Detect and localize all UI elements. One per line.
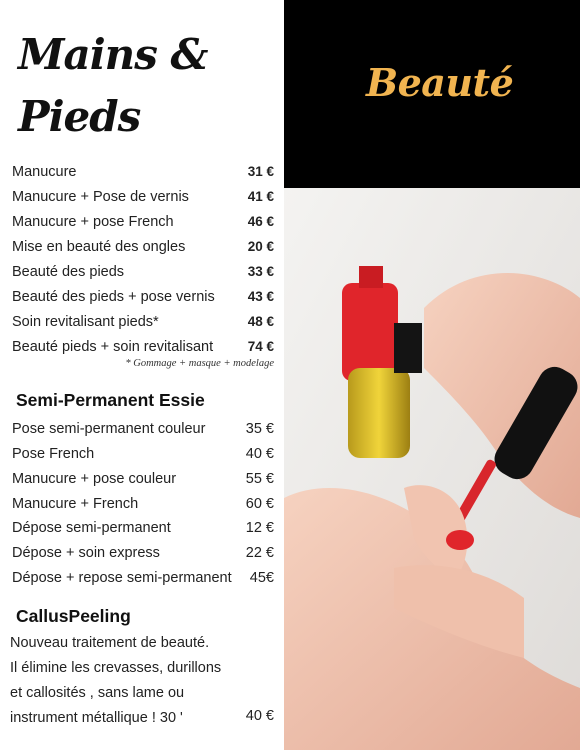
price-row (12, 187, 274, 207)
service-price: 74 € (247, 339, 274, 354)
footnote: * Gommage + masque + modelage (125, 358, 274, 369)
service-label: Manucure (12, 164, 77, 180)
callus-price: 40 € (245, 708, 274, 724)
price-row (12, 337, 274, 357)
price-row (12, 237, 274, 257)
price-row (12, 419, 274, 439)
service-price: 60 € (245, 496, 274, 512)
price-row (12, 212, 274, 232)
service-price: 43 € (247, 289, 274, 304)
price-row (12, 162, 274, 182)
manicure-illustration (284, 188, 580, 750)
service-price: 46 € (247, 214, 274, 229)
service-label: Beauté des pieds + pose vernis (12, 289, 215, 305)
service-price: 35 € (245, 421, 274, 437)
section-heading-essie: Semi-Permanent Essie (16, 390, 205, 410)
manicure-photo (284, 188, 580, 750)
price-row (12, 262, 274, 282)
yellow-bottle (348, 368, 410, 458)
service-label: Manucure + Pose de vernis (12, 189, 189, 205)
callus-description-line: et callosités , sans lame ou (10, 685, 185, 701)
section-heading-callus: CallusPeeling (16, 606, 131, 626)
price-row (12, 312, 274, 332)
service-label: Manucure + pose French (12, 214, 174, 230)
service-price: 45€ (249, 570, 274, 586)
service-price: 55 € (245, 471, 274, 487)
price-row (12, 568, 274, 588)
service-label: Manucure + pose couleur (12, 471, 177, 487)
callus-description-line: instrument métallique ! 30 ' (10, 710, 183, 726)
service-label: Dépose + repose semi-permanent (12, 570, 232, 586)
service-label: Beauté des pieds (12, 264, 125, 280)
price-row (12, 444, 274, 464)
beaute-title: Beauté (366, 60, 514, 105)
menu-panel (0, 0, 284, 750)
price-row (12, 518, 274, 538)
price-row (12, 494, 274, 514)
service-price: 48 € (247, 314, 274, 329)
service-price: 20 € (247, 239, 274, 254)
service-label: Dépose + soin express (12, 545, 160, 561)
service-price: 41 € (247, 189, 274, 204)
service-price: 22 € (245, 545, 274, 561)
service-price: 33 € (247, 264, 274, 279)
callus-description-line: Nouveau traitement de beauté. (10, 635, 210, 651)
price-row (12, 287, 274, 307)
service-label: Soin revitalisant pieds* (12, 314, 159, 330)
service-price: 40 € (245, 446, 274, 462)
service-label: Pose French (12, 446, 95, 462)
callus-description-line: Il élimine les crevasses, durillons (10, 660, 222, 676)
service-price: 31 € (247, 164, 274, 179)
price-row (12, 543, 274, 563)
service-label: Manucure + French (12, 496, 139, 512)
red-nail (446, 530, 474, 550)
red-bottle (342, 283, 398, 381)
service-label: Mise en beauté des ongles (12, 239, 186, 255)
price-row (12, 469, 274, 489)
service-label: Dépose semi-permanent (12, 520, 171, 536)
page-title-line1: Mains & (18, 30, 208, 79)
page-title-line2: Pieds (18, 92, 141, 141)
service-label: Pose semi-permanent couleur (12, 421, 206, 437)
service-price: 12 € (245, 520, 274, 536)
service-label: Beauté pieds + soin revitalisant (12, 339, 214, 355)
